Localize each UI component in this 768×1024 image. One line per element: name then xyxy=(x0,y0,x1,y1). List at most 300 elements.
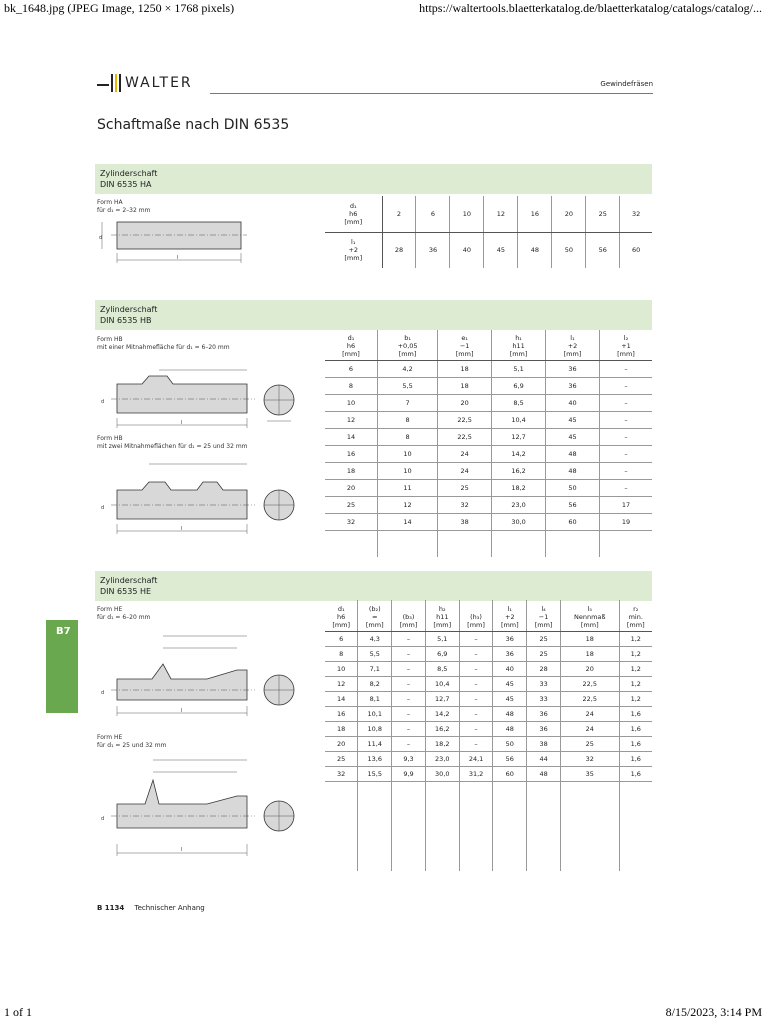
table-cell: – xyxy=(392,646,426,661)
table-cell: 8,5 xyxy=(492,394,546,411)
table-cell: 19 xyxy=(599,513,652,530)
column-header-line: l₂ xyxy=(623,333,629,342)
table-cell: 24 xyxy=(560,721,619,736)
table-cell: 10 xyxy=(325,661,358,676)
table-cell: 23,0 xyxy=(425,751,459,766)
table-cell: 16 xyxy=(325,706,358,721)
page-number: B 1134 xyxy=(97,904,125,912)
table-row xyxy=(325,766,652,781)
shank-drawing-he2 xyxy=(97,752,312,862)
table-cell: 48 xyxy=(493,721,527,736)
table-cell: – xyxy=(599,394,652,411)
table-row xyxy=(325,479,652,496)
column-header-line: [mm] xyxy=(509,349,528,358)
row-label-line: l₁ xyxy=(351,238,356,247)
column-header xyxy=(527,600,561,631)
table-cell: 25 xyxy=(527,646,561,661)
form-name: Form HB xyxy=(97,435,123,442)
table-cell: 12 xyxy=(484,196,518,232)
table-cell: – xyxy=(599,479,652,496)
table-cell: 33 xyxy=(527,691,561,706)
table-cell: 36 xyxy=(493,631,527,646)
column-header-line: [mm] xyxy=(455,349,474,358)
column-header-line: −1 xyxy=(459,341,470,350)
ha-dimension-table xyxy=(325,196,652,268)
table-cell: – xyxy=(392,661,426,676)
page-footer xyxy=(97,904,205,912)
column-header-line: [mm] xyxy=(467,620,485,629)
column-header-line: h₁ xyxy=(515,333,522,342)
table-cell: 60 xyxy=(493,766,527,781)
table-cell: – xyxy=(459,646,493,661)
column-header-line: +0,05 xyxy=(397,341,418,350)
column-header-line: [mm] xyxy=(399,620,418,629)
table-cell: 25 xyxy=(438,479,492,496)
svg-text:l: l xyxy=(177,255,179,261)
chapter-name: Technischer Anhang xyxy=(134,904,205,912)
column-header-line: h6 xyxy=(346,341,356,350)
column-header-line: +2 xyxy=(505,612,515,621)
svg-text:l: l xyxy=(181,420,183,426)
column-header-line: l₅ xyxy=(587,604,592,613)
table-cell: 45 xyxy=(493,676,527,691)
table-cell: 24 xyxy=(438,462,492,479)
table-cell: 10 xyxy=(377,445,437,462)
table-cell: – xyxy=(599,428,652,445)
table-cell: 33 xyxy=(527,676,561,691)
form-hb2-label xyxy=(97,435,248,451)
table-cell xyxy=(546,530,600,557)
table-cell xyxy=(438,530,492,557)
table-cell: 6 xyxy=(416,196,450,232)
table-cell: 16,2 xyxy=(425,721,459,736)
form-range: für d₁ = 2–32 mm xyxy=(97,207,151,214)
table-cell: 5,5 xyxy=(358,646,392,661)
table-cell: – xyxy=(599,377,652,394)
table-cell: 8 xyxy=(325,377,377,394)
header-divider xyxy=(210,93,653,94)
table-spacer-row xyxy=(325,781,652,871)
table-cell: 20 xyxy=(560,661,619,676)
table-cell: 10 xyxy=(377,462,437,479)
table-cell: 56 xyxy=(493,751,527,766)
row-label-line: +2 xyxy=(348,246,359,255)
table-cell xyxy=(377,530,437,557)
table-cell: 10 xyxy=(325,394,377,411)
table-cell: 32 xyxy=(325,766,358,781)
row-label-line: [mm] xyxy=(344,217,363,226)
column-header xyxy=(492,330,546,360)
table-cell: 18 xyxy=(560,631,619,646)
table-cell xyxy=(493,781,527,871)
row-label-line: d₁ xyxy=(349,201,357,210)
table-cell: 1,6 xyxy=(619,736,652,751)
svg-text:l: l xyxy=(181,526,183,532)
table-spacer-row xyxy=(325,530,652,557)
table-cell: 10,8 xyxy=(358,721,392,736)
column-header-line: h6 xyxy=(337,612,346,621)
table-cell: – xyxy=(459,691,493,706)
browser-url[interactable]: https://waltertools.blaetterkatalog.de/blaetterkatalog/catalogs/catalog/... xyxy=(419,1,762,15)
column-header-line: l₁ xyxy=(507,604,513,613)
column-header xyxy=(438,330,492,360)
table-row xyxy=(325,377,652,394)
table-row xyxy=(325,646,652,661)
svg-text:d: d xyxy=(101,816,105,822)
column-header-line: [mm] xyxy=(534,620,553,629)
table-cell: 60 xyxy=(632,246,641,255)
table-cell: 7,1 xyxy=(358,661,392,676)
table-cell: 12 xyxy=(325,676,358,691)
table-cell: 56 xyxy=(586,232,620,268)
column-header xyxy=(377,330,437,360)
hb-dimension-table xyxy=(325,330,652,557)
table-cell: – xyxy=(459,706,493,721)
table-row xyxy=(325,445,652,462)
table-cell: 25 xyxy=(560,736,619,751)
table-cell: 31,2 xyxy=(459,766,493,781)
column-header-line: h11 xyxy=(512,341,525,350)
print-page-count: 1 of 1 xyxy=(4,1005,32,1019)
column-header-line: l₁ xyxy=(570,333,575,342)
table-cell: 36 xyxy=(546,360,600,377)
section-title: Zylinderschaft xyxy=(100,576,158,585)
table-row xyxy=(325,411,652,428)
table-cell: 45 xyxy=(546,428,600,445)
table-cell: – xyxy=(459,661,493,676)
column-header-line: [mm] xyxy=(617,349,635,358)
table-cell: 10,4 xyxy=(425,676,459,691)
svg-text:d: d xyxy=(101,399,105,405)
table-cell: 40 xyxy=(546,394,600,411)
table-cell: 14 xyxy=(325,428,377,445)
table-cell: 5,5 xyxy=(377,377,437,394)
table-row xyxy=(325,631,652,646)
table-cell xyxy=(358,781,392,871)
column-header-line: +1 xyxy=(621,341,631,350)
table-cell: 45 xyxy=(546,411,600,428)
print-datetime: 8/15/2023, 3:14 PM xyxy=(665,1005,762,1019)
section-norm: DIN 6535 HE xyxy=(100,587,152,596)
table-cell: 18 xyxy=(438,360,492,377)
table-row xyxy=(325,676,652,691)
table-cell: 60 xyxy=(546,513,600,530)
table-cell: 30,0 xyxy=(425,766,459,781)
table-cell xyxy=(459,781,493,871)
column-header xyxy=(599,330,652,360)
table-cell: – xyxy=(392,631,426,646)
table-cell: 10 xyxy=(450,196,484,232)
table-cell: 5,1 xyxy=(425,631,459,646)
table-cell: 6,9 xyxy=(492,377,546,394)
browser-tab-title: bk_1648.jpg (JPEG Image, 1250 × 1768 pixels) xyxy=(4,1,235,15)
column-header-line: [mm] xyxy=(500,620,519,629)
table-cell: – xyxy=(392,691,426,706)
table-row xyxy=(325,721,652,736)
column-header-line: min. xyxy=(628,612,643,621)
table-cell: – xyxy=(599,445,652,462)
svg-text:d: d xyxy=(101,690,105,696)
table-cell: 32 xyxy=(438,496,492,513)
table-cell: 1,2 xyxy=(619,646,652,661)
table-cell: 25 xyxy=(527,631,561,646)
column-header-line: d₁ xyxy=(337,604,345,613)
table-cell: 22,5 xyxy=(560,676,619,691)
table-cell: 25 xyxy=(325,496,377,513)
section-header-hb xyxy=(95,300,652,330)
column-header-line: b₁ xyxy=(404,333,411,342)
table-cell: 8,2 xyxy=(358,676,392,691)
table-cell: 56 xyxy=(546,496,600,513)
table-cell: 48 xyxy=(546,445,600,462)
column-header-line: h11 xyxy=(436,612,449,621)
table-cell: – xyxy=(392,676,426,691)
table-cell: 45 xyxy=(484,232,518,268)
table-cell: 6,9 xyxy=(425,646,459,661)
table-cell: 13,6 xyxy=(358,751,392,766)
column-header xyxy=(459,600,493,631)
column-header-line: [mm] xyxy=(563,349,582,358)
row-label xyxy=(325,196,382,232)
table-cell: 48 xyxy=(493,706,527,721)
table-cell: 50 xyxy=(552,232,586,268)
table-cell: 9,3 xyxy=(392,751,426,766)
logo-text: WALTER xyxy=(125,75,193,91)
table-cell: 20 xyxy=(325,479,377,496)
table-cell: 48 xyxy=(518,232,552,268)
form-range: mit einer Mitnahmefläche für d₁ = 6–20 mm xyxy=(97,344,230,351)
column-header-line: [mm] xyxy=(332,620,351,629)
shank-drawing-he1 xyxy=(97,624,312,724)
table-cell: 9,9 xyxy=(392,766,426,781)
table-cell: 4,2 xyxy=(377,360,437,377)
table-cell: 48 xyxy=(527,766,561,781)
table-row xyxy=(325,691,652,706)
column-header xyxy=(619,600,652,631)
table-cell: 16,2 xyxy=(492,462,546,479)
section-title: Zylinderschaft xyxy=(100,305,158,314)
column-header-line: d₁ xyxy=(347,333,355,342)
table-cell: 8 xyxy=(377,428,437,445)
column-header-line: e₁ xyxy=(461,333,468,342)
table-cell xyxy=(325,530,377,557)
he-dimension-table xyxy=(325,600,652,871)
table-cell: 32 xyxy=(325,513,377,530)
column-header-line: r₂ xyxy=(633,604,639,613)
table-row xyxy=(325,462,652,479)
section-header-he xyxy=(95,571,652,601)
form-ha-label xyxy=(97,199,150,215)
chapter-tab[interactable]: B7 xyxy=(46,620,78,713)
table-cell: 14 xyxy=(377,513,437,530)
table-cell: 18,2 xyxy=(492,479,546,496)
table-cell: 1,6 xyxy=(619,706,652,721)
table-cell: 18 xyxy=(560,646,619,661)
form-name: Form HA xyxy=(97,199,123,206)
table-cell: 28 xyxy=(527,661,561,676)
table-cell: 1,6 xyxy=(619,766,652,781)
form-range: mit zwei Mitnahmeflächen für d₁ = 25 und 32 mm xyxy=(97,443,248,450)
table-cell: 45 xyxy=(493,691,527,706)
column-header-line: Nennmaß xyxy=(573,612,606,621)
table-cell xyxy=(619,781,652,871)
table-cell: – xyxy=(459,631,493,646)
shank-drawing-hb2 xyxy=(97,455,312,539)
table-cell: 6 xyxy=(325,360,377,377)
form-name: Form HB xyxy=(97,336,123,343)
section-header-ha xyxy=(95,164,652,194)
table-cell: 20 xyxy=(552,196,586,232)
column-header-line: h₂ xyxy=(438,604,446,613)
table-cell: – xyxy=(459,721,493,736)
form-name: Form HE xyxy=(97,734,123,741)
table-cell xyxy=(425,781,459,871)
table-cell: 14,2 xyxy=(425,706,459,721)
table-cell: 24,1 xyxy=(459,751,493,766)
section-norm: DIN 6535 HA xyxy=(100,180,152,189)
column-header-line: [mm] xyxy=(365,620,384,629)
table-cell: 14 xyxy=(325,691,358,706)
table-row xyxy=(325,196,652,232)
section-norm: DIN 6535 HB xyxy=(100,316,152,325)
table-cell: 6 xyxy=(325,631,358,646)
table-cell: 20 xyxy=(325,736,358,751)
table-row xyxy=(325,428,652,445)
table-row xyxy=(325,232,652,268)
table-cell: 18 xyxy=(325,721,358,736)
table-cell: 1,2 xyxy=(619,676,652,691)
table-cell: 8,5 xyxy=(425,661,459,676)
column-header-line: −1 xyxy=(538,612,549,621)
table-cell: 24 xyxy=(560,706,619,721)
column-header xyxy=(325,330,377,360)
svg-text:l: l xyxy=(181,708,183,714)
row-label xyxy=(325,232,382,268)
table-cell: 32 xyxy=(560,751,619,766)
table-cell: 1,2 xyxy=(619,691,652,706)
table-cell xyxy=(527,781,561,871)
table-cell: 12 xyxy=(377,496,437,513)
column-header-line: +2 xyxy=(567,341,578,350)
table-cell: – xyxy=(392,721,426,736)
table-cell: 36 xyxy=(493,646,527,661)
svg-text:l: l xyxy=(181,847,183,853)
table-cell: 11 xyxy=(377,479,437,496)
column-header xyxy=(392,600,426,631)
row-label-line: [mm] xyxy=(344,254,363,263)
table-cell: 22,5 xyxy=(438,428,492,445)
table-cell: – xyxy=(599,411,652,428)
table-cell: 35 xyxy=(560,766,619,781)
table-cell: 36 xyxy=(416,232,450,268)
table-cell: 14,2 xyxy=(492,445,546,462)
form-he1-label xyxy=(97,606,150,622)
walter-logo xyxy=(97,71,193,95)
table-row xyxy=(325,496,652,513)
column-header-line: [mm] xyxy=(398,349,417,358)
table-cell: 15,5 xyxy=(358,766,392,781)
column-header xyxy=(546,330,600,360)
form-he2-label xyxy=(97,734,166,750)
table-row xyxy=(325,360,652,377)
table-cell: 30,0 xyxy=(492,513,546,530)
table-cell: 25 xyxy=(325,751,358,766)
table-cell: 38 xyxy=(438,513,492,530)
table-cell: 12,7 xyxy=(492,428,546,445)
table-cell xyxy=(392,781,426,871)
table-cell: 40 xyxy=(450,232,484,268)
table-cell: 24 xyxy=(438,445,492,462)
table-cell xyxy=(492,530,546,557)
page-title: Schaftmaße nach DIN 6535 xyxy=(97,117,290,133)
table-cell: 4,3 xyxy=(358,631,392,646)
column-header-line: l₄ xyxy=(541,604,546,613)
column-header-line: ≈ xyxy=(372,612,378,621)
table-cell: 1,6 xyxy=(619,751,652,766)
table-row xyxy=(325,661,652,676)
table-cell: 20 xyxy=(438,394,492,411)
column-header xyxy=(325,600,358,631)
table-cell: 32 xyxy=(620,196,652,232)
column-header-line: [mm] xyxy=(433,620,452,629)
table-cell: 12 xyxy=(325,411,377,428)
form-name: Form HE xyxy=(97,606,123,613)
table-cell xyxy=(599,530,652,557)
column-header xyxy=(358,600,392,631)
table-cell: 22,5 xyxy=(560,691,619,706)
table-cell xyxy=(560,781,619,871)
table-cell: 28 xyxy=(382,232,416,268)
table-cell: 2 xyxy=(382,196,416,232)
column-header-line: [mm] xyxy=(626,620,645,629)
table-cell: 40 xyxy=(493,661,527,676)
form-hb1-label xyxy=(97,336,230,352)
table-cell: 8 xyxy=(325,646,358,661)
svg-text:d: d xyxy=(101,505,105,511)
table-cell: 10,4 xyxy=(492,411,546,428)
table-cell: 22,5 xyxy=(438,411,492,428)
table-cell: 38 xyxy=(527,736,561,751)
table-cell: 16 xyxy=(325,445,377,462)
table-cell: 10,1 xyxy=(358,706,392,721)
table-cell: – xyxy=(599,360,652,377)
shank-drawing-hb1 xyxy=(97,356,312,434)
table-cell: 18 xyxy=(438,377,492,394)
table-cell: 5,1 xyxy=(492,360,546,377)
table-row xyxy=(325,751,652,766)
shank-drawing-ha xyxy=(97,215,257,267)
form-range: für d₁ = 6–20 mm xyxy=(97,614,151,621)
table-cell: – xyxy=(599,462,652,479)
table-cell: – xyxy=(392,706,426,721)
table-cell: 50 xyxy=(493,736,527,751)
row-label-line: h6 xyxy=(349,209,358,218)
table-cell: 23,0 xyxy=(492,496,546,513)
column-header-line: [mm] xyxy=(580,620,599,629)
table-cell: 8 xyxy=(377,411,437,428)
table-cell: 11,4 xyxy=(358,736,392,751)
table-row xyxy=(325,513,652,530)
table-cell: 1,2 xyxy=(619,661,652,676)
table-cell: 36 xyxy=(527,706,561,721)
table-cell: – xyxy=(459,676,493,691)
table-cell: 18,2 xyxy=(425,736,459,751)
table-cell xyxy=(325,781,358,871)
table-cell: 16 xyxy=(518,196,552,232)
logo-bars-icon xyxy=(97,74,121,92)
table-cell: 18 xyxy=(325,462,377,479)
table-cell: 36 xyxy=(546,377,600,394)
